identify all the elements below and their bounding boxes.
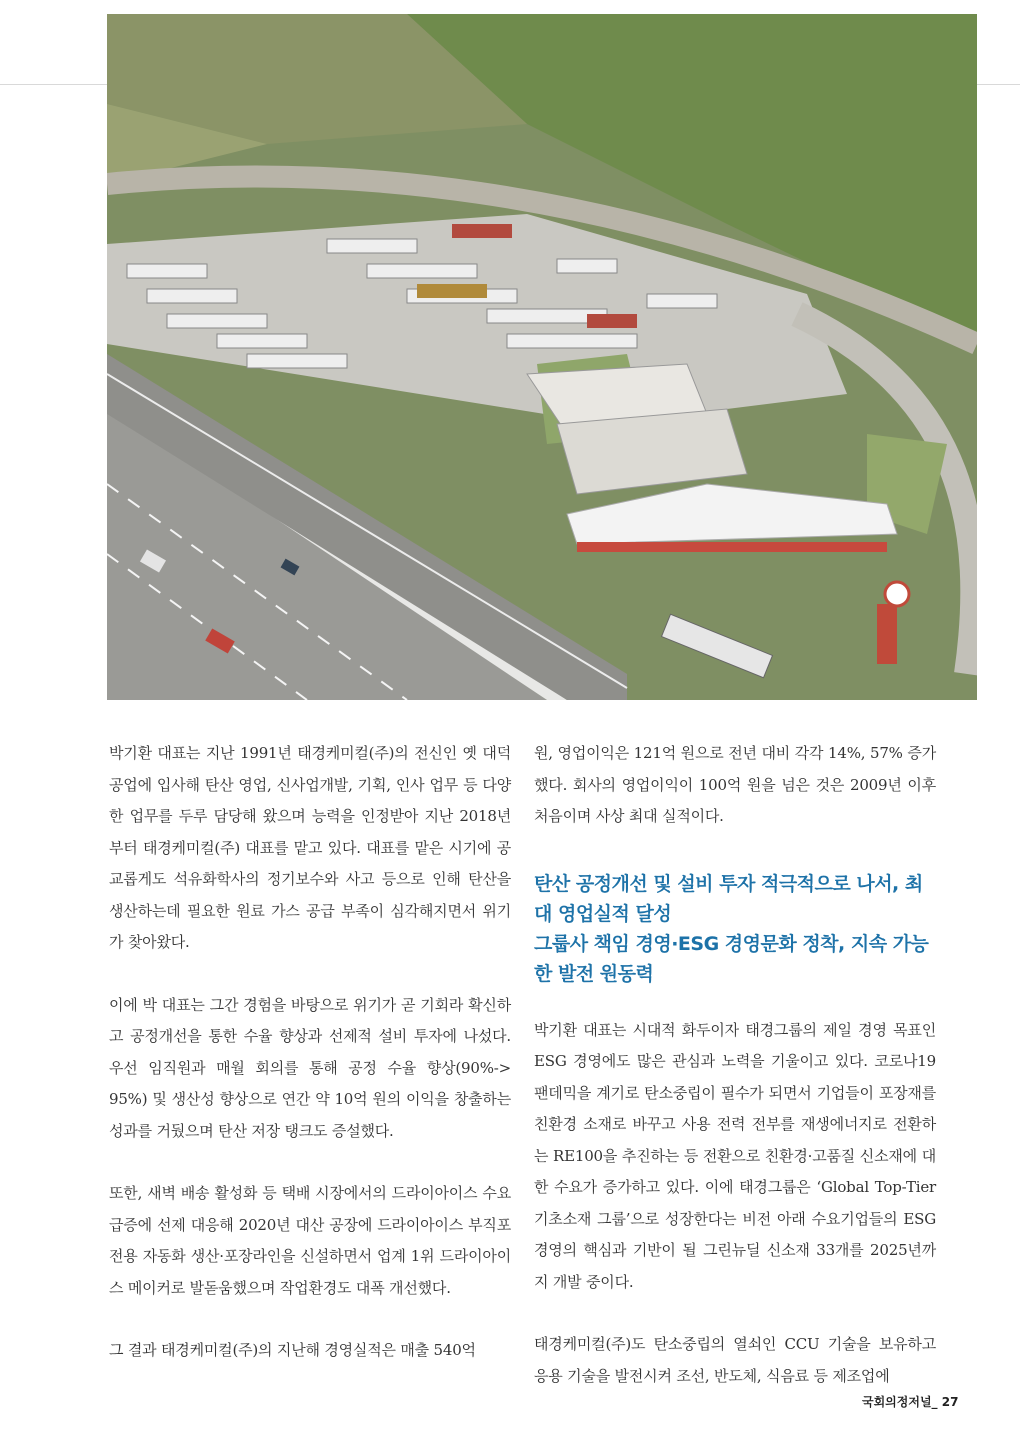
aerial-photo-rest-area bbox=[107, 14, 977, 700]
body-paragraph: 태경케미컬(주)도 탄소중립의 열쇠인 CCU 기술을 보유하고 응용 기술을 발전시켜 조선, 반도체, 식음료 등 제조업에 bbox=[534, 1335, 936, 1385]
section-subheading: 그룹사 책임 경영·ESG 경영문화 정착, 지속 가능한 발전 원동력 bbox=[534, 932, 929, 985]
body-paragraph: 박기환 대표는 시대적 화두이자 태경그룹의 제일 경영 목표인 ESG 경영에도 많은 관심과 노력을 기울이고 있다. 코로나19 팬데믹을 계기로 탄소중립이 필수가 되면서 기업들이 포장재를 친환경 소재로 바꾸고 사용 전력 전부를 재생에너지로 전환하는 RE100을 추진하는 등 전환으로 친환경·고품질 신소재에 대한 수요가 증가하고 있다. 이에 태경그룹은 ‘Global Top-Tier 기초소재 그룹’으로 성장한다는 비전 아래 수요기업들의 ESG 경영의 핵심과 기반이 될 그린뉴딜 신소재 33개를 2025년까지 개발 중이다. bbox=[534, 1020, 936, 1291]
magazine-name: 국회의정저널_ bbox=[862, 1395, 938, 1409]
body-paragraph: 또한, 새벽 배송 활성화 등 택배 시장에서의 드라이아이스 수요 급증에 선제 대응해 2020년 대산 공장에 드라이아이스 부직포 전용 자동화 생산·포장라인을 신설하면서 업계 1위 드라이아이스 메이커로 발돋움했으며 작업환경도 대폭 개선했다. bbox=[109, 1184, 511, 1297]
top-rule-right bbox=[977, 84, 1020, 85]
body-paragraph: 그 결과 태경케미컬(주)의 지난해 경영실적은 매출 540억 bbox=[109, 1341, 476, 1359]
right-column bbox=[534, 738, 936, 1392]
body-paragraph: 원, 영업이익은 121억 원으로 전년 대비 각각 14%, 57% 증가했다. 회사의 영업이익이 100억 원을 넘은 것은 2009년 이후 처음이며 사상 최대 실적이다. bbox=[534, 744, 936, 825]
page-number: 27 bbox=[941, 1395, 959, 1409]
body-paragraph: 박기환 대표는 지난 1991년 태경케미컬(주)의 전신인 옛 대덕공업에 입사해 탄산 영업, 신사업개발, 기획, 인사 업무 등 다양한 업무를 두루 담당해 왔으며 능력을 인정받아 지난 2018년부터 태경케미컬(주) 대표를 맡고 있다. 대표를 맡은 시기에 공교롭게도 석유화학사의 정기보수와 사고 등으로 인해 탄산을 생산하는데 필요한 원료 가스 공급 부족이 심각해지면서 위기가 찾아왔다. bbox=[109, 744, 511, 951]
page-footer bbox=[862, 1393, 958, 1410]
left-column bbox=[109, 738, 511, 1367]
top-rule-left bbox=[0, 84, 107, 85]
body-paragraph: 이에 박 대표는 그간 경험을 바탕으로 위기가 곧 기회라 확신하고 공정개선을 통한 수율 향상과 선제적 설비 투자에 나섰다. 우선 임직원과 매월 회의를 통해 공정 수율 향상(90%-> 95%) 및 생산성 향상으로 연간 약 10억 원의 이익을 창출하는 성과를 거뒀으며 탄산 저장 탱크도 증설했다. bbox=[109, 995, 511, 1140]
section-heading: 탄산 공정개선 및 설비 투자 적극적으로 나서, 최대 영업실적 달성 bbox=[534, 872, 923, 925]
